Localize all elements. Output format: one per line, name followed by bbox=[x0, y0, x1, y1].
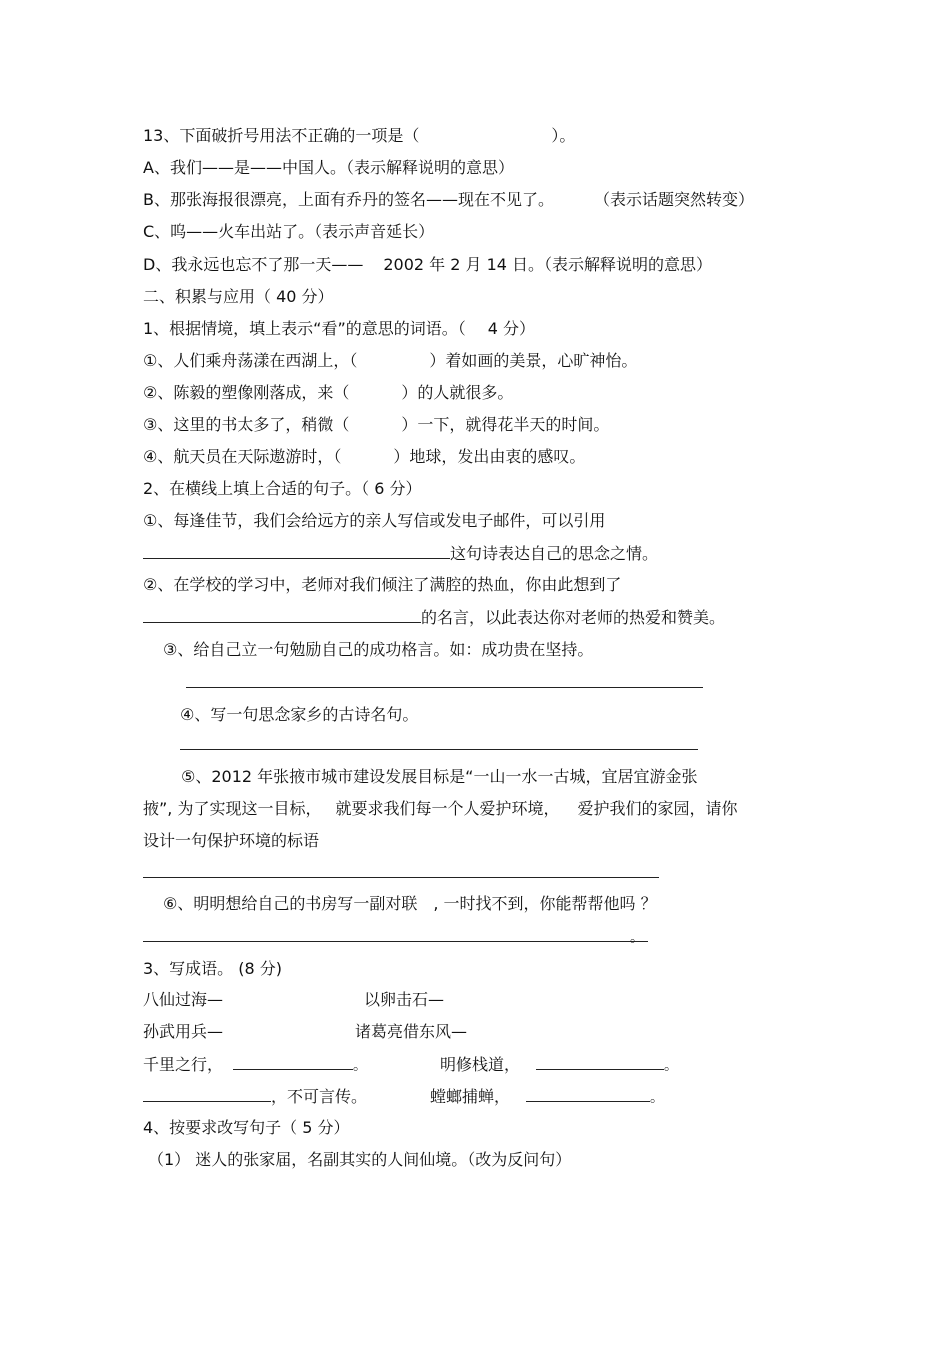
idiom-5: 千里之行， 。 bbox=[143, 1055, 368, 1074]
q2-sentence-5-line1: ⑤、2012 年张掖市城市建设发展目标是“一山一水一古城，宜居宜游金张 bbox=[181, 767, 698, 786]
q2-sentence-1: ①、每逢佳节，我们会给远方的亲人写信或发电子邮件，可以引用 bbox=[143, 511, 606, 530]
question-3-title: 3、写成语。 (8 分) bbox=[143, 959, 283, 978]
section-2-title: 二、积累与应用（ 40 分） bbox=[143, 287, 334, 306]
option-c: C、呜——火车出站了。（表示声音延长） bbox=[143, 222, 435, 241]
answer-line[interactable] bbox=[143, 877, 659, 878]
q2-sentence-6-end: 。 bbox=[630, 930, 644, 946]
answer-line[interactable] bbox=[180, 749, 698, 750]
answer-blank[interactable] bbox=[143, 926, 648, 942]
q1-item-4: ④、航天员在天际遨游时，（ ）地球，发出由衷的感叹。 bbox=[143, 447, 586, 466]
idiom-7: ，不可言传。 bbox=[143, 1086, 367, 1107]
question-1-title: 1、根据情境，填上表示“看”的意思的词语。（ 4 分） bbox=[143, 319, 536, 338]
q2-sentence-6-line bbox=[143, 926, 648, 947]
q2-sentence-3: ③、给自己立一句勉励自己的成功格言。如：成功贵在坚持。 bbox=[163, 640, 594, 659]
question-4-title: 4、按要求改写句子（ 5 分） bbox=[143, 1118, 350, 1137]
idiom-8: 螳螂捕蝉， 。 bbox=[430, 1087, 665, 1106]
option-b: B、那张海报很漂亮，上面有乔丹的签名——现在不见了。 （表示话题突然转变） bbox=[143, 190, 754, 209]
answer-blank[interactable] bbox=[536, 1054, 664, 1070]
q2-sentence-5-line3: 设计一句保护环境的标语 bbox=[143, 831, 320, 850]
idiom-3: 孙武用兵— bbox=[143, 1022, 224, 1041]
idiom-1: 八仙过海— bbox=[143, 990, 224, 1009]
option-d: D、我永远也忘不了那一天—— 2002 年 2 月 14 日。（表示解释说明的意思） bbox=[143, 255, 713, 274]
idiom-4: 诸葛亮借东风— bbox=[355, 1022, 468, 1041]
answer-line[interactable] bbox=[186, 687, 703, 688]
answer-blank[interactable] bbox=[143, 1086, 271, 1102]
q1-item-3: ③、这里的书太多了，稍微（ ）一下，就得花半天的时间。 bbox=[143, 415, 610, 434]
idiom-2: 以卵击石— bbox=[364, 990, 445, 1009]
q1-item-1: ①、人们乘舟荡漾在西湖上，（ ）着如画的美景，心旷神怡。 bbox=[143, 351, 638, 370]
q2-sentence-2: ②、在学校的学习中，老师对我们倾注了满腔的热血，你由此想到了 bbox=[143, 575, 622, 594]
question-13-stem: 13、下面破折号用法不正确的一项是（ ）。 bbox=[143, 126, 576, 145]
q2-sentence-4: ④、写一句思念家乡的古诗名句。 bbox=[180, 705, 419, 724]
option-a: A、我们——是——中国人。（表示解释说明的意思） bbox=[143, 158, 514, 177]
q2-sentence-5-line2: 掖”, 为了实现这一目标， 就要求我们每一个人爱护环境， 爱护我们的家园，请你 bbox=[143, 799, 738, 818]
answer-blank[interactable] bbox=[526, 1086, 650, 1102]
q2-sentence-1-line: 这句诗表达自己的思念之情。 bbox=[143, 543, 658, 564]
q2-sentence-2-line: 的名言，以此表达你对老师的热爱和赞美。 bbox=[143, 607, 725, 628]
answer-blank[interactable] bbox=[143, 543, 450, 559]
idiom-6: 明修栈道， 。 bbox=[440, 1055, 679, 1074]
q1-item-2: ②、陈毅的塑像刚落成，来（ ）的人就很多。 bbox=[143, 383, 514, 402]
answer-blank[interactable] bbox=[233, 1054, 353, 1070]
answer-blank[interactable] bbox=[143, 607, 421, 623]
q2-sentence-6: ⑥、明明想给自己的书房写一副对联 , 一时找不到，你能帮帮他吗 ？ bbox=[163, 894, 657, 913]
option-b-note: （表示话题突然转变） bbox=[593, 190, 754, 209]
question-2-title: 2、在横线上填上合适的句子。（ 6 分） bbox=[143, 479, 422, 498]
q4-sentence-1: （1） 迷人的张家届，名副其实的人间仙境。（改为反问句） bbox=[148, 1150, 572, 1169]
